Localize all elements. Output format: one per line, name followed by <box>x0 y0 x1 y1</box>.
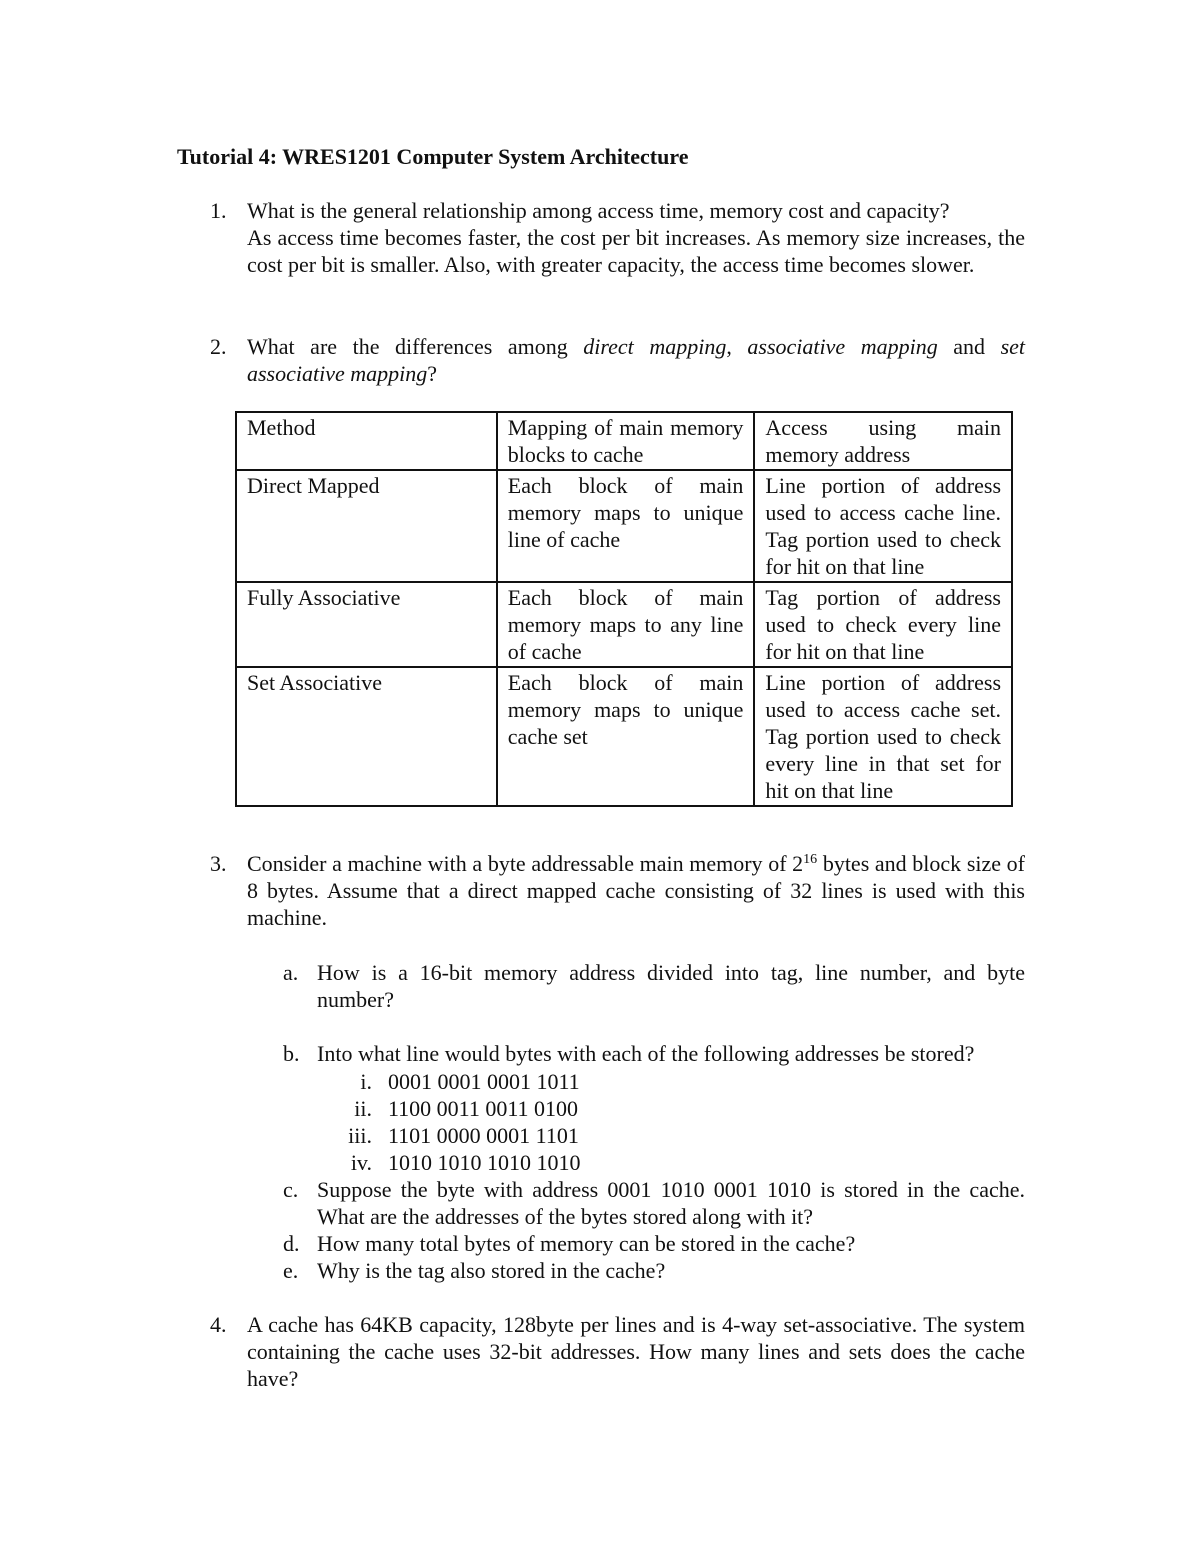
table-row <box>236 582 1012 667</box>
subquestion-label: e. <box>283 1258 299 1283</box>
exponent: 16 <box>803 852 818 867</box>
subquestion-d <box>283 1230 1025 1257</box>
answer-text: As access time becomes faster, the cost per bit increases. As memory size increases, the cost per bit is smaller. Also, with greater capacity, the access time becomes slower. <box>247 225 1025 277</box>
question-number: 3. <box>210 851 227 876</box>
question-number: 1. <box>210 198 227 223</box>
table-cell: Set Associative <box>236 667 497 806</box>
question-number: 2. <box>210 334 227 359</box>
question-text: Consider a machine with a byte addressable main memory of $2^{16}$ bytes and block size of 8 bytes. Assume that a direct mapped cache consisting of 32 lines is used with this machine. <box>247 851 1026 930</box>
question-text: What is the general relationship among access time, memory cost and capacity? <box>247 198 950 223</box>
table-cell: Each block of main memory maps to unique cache set <box>497 667 755 806</box>
table-header-cell: Access using main memory address <box>754 412 1012 470</box>
table-row <box>236 470 1012 582</box>
subquestion-b <box>283 1040 1025 1067</box>
subquestion-c <box>283 1176 1025 1230</box>
term-associative-mapping: associative mapping <box>747 334 938 359</box>
table-row <box>236 667 1012 806</box>
table-header-row <box>236 412 1012 470</box>
document-title: Tutorial 4: WRES1201 Computer System Architecture <box>177 144 689 169</box>
subquestion-label: c. <box>283 1177 299 1202</box>
address-label: iv. <box>350 1150 372 1175</box>
table-cell: Fully Associative <box>236 582 497 667</box>
subquestion-text: Suppose the byte with address 0001 1010 0001 1010 is stored in the cache. What are the addresses of the bytes stored along with it? <box>317 1177 1025 1229</box>
subquestion-label: b. <box>283 1041 300 1066</box>
table-cell: Tag portion of address used to check every line for hit on that line <box>754 582 1012 667</box>
question-number: 4. <box>210 1312 227 1337</box>
question-2 <box>210 333 1025 387</box>
table-cell: Direct Mapped <box>236 470 497 582</box>
address-value: 1100 0011 0011 0100 <box>388 1096 579 1121</box>
address-label: i. <box>360 1069 372 1094</box>
subquestion-label: d. <box>283 1231 300 1256</box>
subquestion-text: How is a 16-bit memory address divided into tag, line number, and byte number? <box>317 960 1025 1012</box>
subquestion-text: Into what line would bytes with each of the following addresses be stored? <box>317 1041 975 1066</box>
question-text: A cache has 64KB capacity, 128byte per lines and is 4-way set-associative. The system containing the cache uses 32-bit addresses. How many lines and sets does the cache have? <box>247 1312 1025 1391</box>
subquestion-e <box>283 1257 1025 1284</box>
address-label: iii. <box>348 1123 372 1148</box>
subquestion-label: a. <box>283 960 299 985</box>
table-cell: Each block of main memory maps to unique line of cache <box>497 470 755 582</box>
table-header-cell: Method <box>236 412 497 470</box>
table-cell: Line portion of address used to access cache line. Tag portion used to check for hit on that line <box>754 470 1012 582</box>
question-1 <box>210 197 1025 278</box>
subquestion-text: Why is the tag also stored in the cache? <box>317 1258 666 1283</box>
table-cell: Each block of main memory maps to any line of cache <box>497 582 755 667</box>
question-3 <box>210 850 1025 931</box>
table-cell: Line portion of address used to access cache set. Tag portion used to check every line in that set for hit on that line <box>754 667 1012 806</box>
mapping-table <box>235 411 1013 807</box>
question-text: What are the differences among direct mapping, associative mapping and set associative mapping? <box>247 334 1026 386</box>
subquestion-a <box>283 959 1025 1013</box>
address-value: 0001 0001 0001 1011 <box>388 1069 580 1094</box>
address-label: ii. <box>354 1096 372 1121</box>
address-value: 1101 0000 0001 1101 <box>388 1123 579 1148</box>
address-value: 1010 1010 1010 1010 <box>388 1150 581 1175</box>
subquestion-text: How many total bytes of memory can be stored in the cache? <box>317 1231 856 1256</box>
question-4 <box>210 1311 1025 1392</box>
term-direct-mapping: direct mapping <box>583 334 727 359</box>
term-set-associative-mapping: set associative mapping <box>247 334 1026 386</box>
table-header-cell: Mapping of main memory blocks to cache <box>497 412 755 470</box>
